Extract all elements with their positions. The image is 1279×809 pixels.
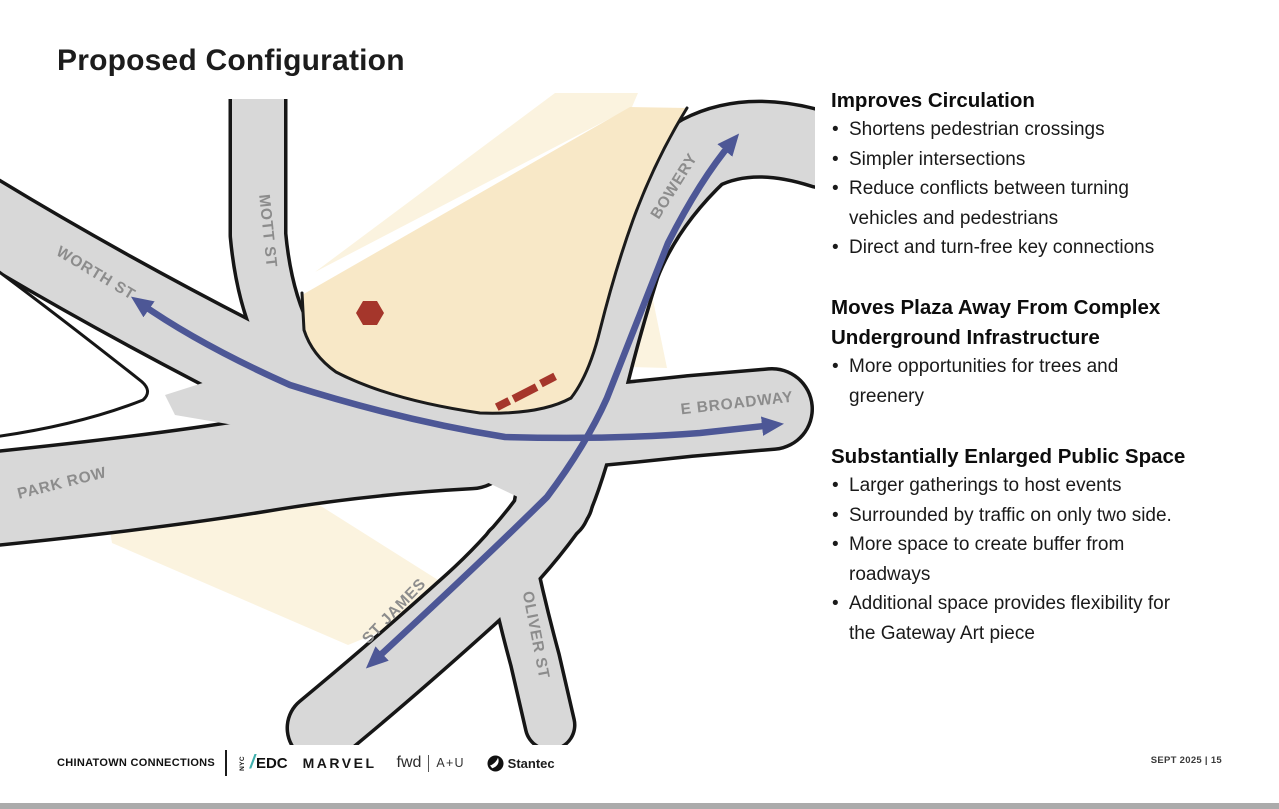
section-heading: Improves Circulation: [831, 89, 1035, 112]
bullet-list: [831, 471, 1211, 647]
section-improves-circulation: [831, 86, 1211, 262]
marvel-logo: MARVEL: [302, 755, 377, 771]
page-number: SEPT 2025 | 15: [1150, 755, 1222, 766]
street-label-st-james: ST JAMES: [359, 575, 430, 648]
benefits-panel: [831, 86, 1211, 679]
bullet-item: • Simpler intersections: [831, 145, 1211, 174]
bullet-item: • Shortens pedestrian crossings: [831, 115, 1211, 144]
street-label-mott: MOTT ST: [255, 193, 280, 269]
footer: [57, 747, 555, 779]
fwd-au-logo: [397, 754, 465, 772]
section-heading-line2: Underground Infrastructure: [831, 325, 1100, 349]
stantec-text: Stantec: [507, 755, 555, 771]
nycedc-slash: /: [249, 752, 255, 773]
stantec-logo: [487, 755, 555, 772]
street-map: [0, 85, 815, 745]
street-label-bowery: BOWERY: [647, 150, 702, 223]
nycedc-edc-text: EDC: [255, 754, 288, 772]
bullet-item: • More opportunities for trees and greenery: [831, 352, 1211, 411]
proposed-configuration-map: [0, 85, 815, 745]
bullet-item: • Direct and turn-free key connections: [831, 233, 1211, 262]
project-name: CHINATOWN CONNECTIONS: [57, 757, 216, 769]
bullet-list: [831, 115, 1211, 262]
nycedc-logo: [238, 752, 288, 774]
bullet-item: • Surrounded by traffic on only two side.: [831, 501, 1211, 530]
footer-divider: [225, 750, 227, 776]
street-label-oliver: OLIVER ST: [518, 589, 553, 681]
section-enlarged-public-space: [831, 442, 1211, 648]
bullet-item: • Additional space provides flexibility for the Gateway Art piece: [831, 589, 1211, 648]
street-label-worth: WORTH ST: [53, 243, 139, 304]
au-text: A+U: [436, 756, 465, 770]
fwd-au-divider: [428, 755, 429, 772]
nycedc-nyc-text: NYC: [238, 755, 246, 771]
section-heading: Moves Plaza Away From Complex: [831, 296, 1161, 320]
street-label-e-broadway: E BROADWAY: [679, 388, 795, 419]
stantec-icon: [487, 755, 504, 772]
bullet-item: • Larger gatherings to host events: [831, 471, 1211, 500]
bottom-edge-strip: [0, 803, 1279, 809]
bullet-item: • More space to create buffer from roadways: [831, 530, 1211, 589]
page-title: Proposed Configuration: [57, 44, 405, 77]
bullet-item: • Reduce conflicts between turning vehicles and pedestrians: [831, 174, 1211, 233]
bullet-list: [831, 352, 1211, 411]
section-heading: Substantially Enlarged Public Space: [831, 445, 1186, 469]
section-moves-plaza: [831, 293, 1211, 411]
fwd-text: fwd: [396, 754, 422, 771]
street-label-park-row: PARK ROW: [15, 464, 109, 503]
